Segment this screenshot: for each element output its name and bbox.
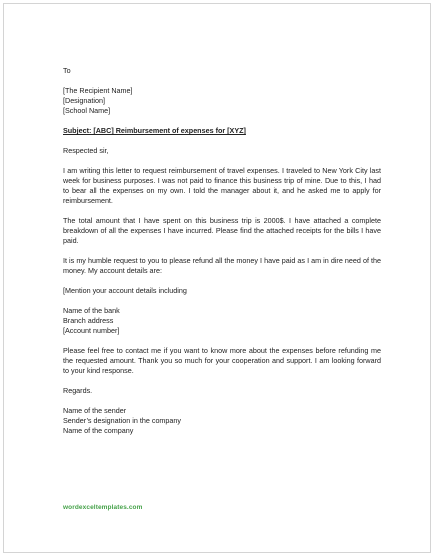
- to-line: To: [63, 66, 71, 75]
- subject-line: Subject: [ABC] Reimbursement of expenses for [XYZ]: [63, 126, 246, 135]
- recipient-name: [The Recipient Name]: [63, 86, 133, 95]
- recipient-designation: [Designation]: [63, 96, 105, 105]
- company-name: Name of the company: [63, 426, 134, 435]
- paragraph-request: I am writing this letter to request reimbursement of travel expenses. I traveled to New York City last week for business purposes. I was not paid to finance this business trip of mine. Due to this, I had to bear all the expenses on my own. I told the manager about it, and he asked me to apply for reimbursement.: [63, 166, 381, 205]
- paragraph-amount: The total amount that I have spent on this business trip is 2000$. I have attached a complete breakdown of all the expenses I have incurred. Please find the attached receipts for the bills I have paid.: [63, 216, 381, 245]
- account-instruction: [Mention your account details including: [63, 286, 187, 295]
- sender-name: Name of the sender: [63, 406, 127, 415]
- salutation: Respected sir,: [63, 146, 109, 155]
- school-name: [School Name]: [63, 106, 111, 115]
- paragraph-refund: It is my humble request to you to please refund all the money I have paid as I am in dire need of the money. My account details are:: [63, 256, 381, 275]
- account-number: [Account number]: [63, 326, 120, 335]
- branch-address: Branch address: [63, 316, 114, 325]
- website-watermark: wordexceltemplates.com: [63, 504, 143, 511]
- bank-name: Name of the bank: [63, 306, 120, 315]
- paragraph-contact: Please feel free to contact me if you want to know more about the expenses before refunding me the requested amount. Thank you so much for your cooperation and support. I am looking forward to your kind response.: [63, 346, 381, 375]
- letter-body: [63, 66, 381, 436]
- sender-designation: Sender’s designation in the company: [63, 416, 182, 425]
- document-page: [3, 3, 431, 553]
- closing: Regards.: [63, 386, 93, 395]
